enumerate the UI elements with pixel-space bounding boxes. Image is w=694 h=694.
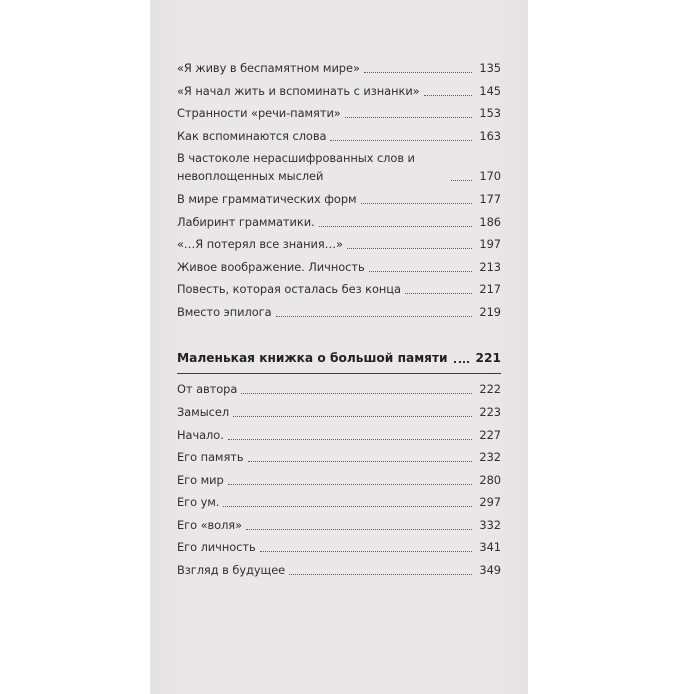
- toc-entry-title: Взгляд в будущее: [177, 563, 286, 578]
- dot-leader: [246, 527, 472, 530]
- toc-entry-page: 332: [479, 517, 501, 532]
- dot-leader: [233, 414, 472, 417]
- toc-entry-title: Его память: [177, 450, 244, 465]
- dot-leader: [361, 201, 472, 204]
- toc-entry-title: В мире грамматических форм: [177, 191, 357, 206]
- toc-entry: [177, 448, 501, 466]
- dot-leader: [330, 138, 472, 141]
- toc-entry-page: 222: [479, 382, 501, 397]
- toc-entry-page: 297: [479, 495, 501, 510]
- dot-leader: [451, 178, 472, 181]
- dot-leader: [454, 359, 469, 363]
- toc-entry: [177, 471, 501, 489]
- dot-leader: [345, 115, 472, 118]
- toc-entry-page: 153: [479, 106, 501, 121]
- toc-entry-title: Лабиринт грамматики.: [177, 214, 315, 229]
- toc-entry: [177, 213, 501, 231]
- dot-leader: [228, 437, 472, 440]
- toc-entry-title: От автора: [177, 382, 238, 397]
- dot-leader: [260, 549, 472, 552]
- toc-entry: [177, 561, 501, 579]
- toc-entry-page: 232: [479, 450, 501, 465]
- dot-leader: [228, 482, 472, 485]
- toc-entry-page: 217: [479, 282, 501, 297]
- dot-leader: [405, 291, 472, 294]
- section-heading: [177, 349, 501, 367]
- toc-entry-page: 135: [479, 61, 501, 75]
- dot-leader: [364, 70, 472, 73]
- toc-entry-page: 349: [479, 563, 501, 578]
- toc-entry: [177, 426, 501, 444]
- book-page: [150, 0, 528, 694]
- toc-entry-page: 177: [479, 191, 501, 206]
- toc-entry-title: «…Я потерял все знания…»: [177, 237, 343, 252]
- toc-entry-title: Повесть, которая осталась без конца: [177, 282, 401, 297]
- dot-leader: [319, 224, 472, 227]
- toc-entry: [177, 59, 501, 77]
- toc-entry-title: Как вспоминаются слова: [177, 128, 327, 143]
- toc-entry-page: 197: [479, 237, 501, 252]
- table-of-contents: [177, 59, 501, 584]
- toc-entry: [177, 235, 501, 253]
- toc-entry-title: Странности «речи-памяти»: [177, 106, 341, 121]
- toc-entry-title: «Я начал жить и вспоминать с изнанки»: [177, 83, 420, 98]
- toc-entry-title: Начало.: [177, 427, 224, 442]
- toc-entry: [177, 82, 501, 100]
- toc-entry: [177, 493, 501, 511]
- toc-entry-page: 280: [479, 472, 501, 487]
- toc-entry-page: 223: [479, 404, 501, 419]
- toc-entry-title: Вместо эпилога: [177, 304, 272, 319]
- toc-entry: [177, 403, 501, 421]
- toc-entry-title: Его личность: [177, 540, 256, 555]
- toc-entry-title: Его ум.: [177, 495, 220, 510]
- toc-entry: [177, 190, 501, 208]
- toc-entry-title: «Я живу в беспамятном мире»: [177, 61, 360, 75]
- toc-entry-page: 163: [479, 128, 501, 143]
- toc-entry: [177, 538, 501, 556]
- dot-leader: [241, 391, 472, 394]
- dot-leader: [248, 459, 473, 462]
- dot-leader: [276, 314, 472, 317]
- toc-entry: [177, 380, 501, 398]
- toc-entry-page: 341: [479, 540, 501, 555]
- toc-entry: [177, 104, 501, 122]
- toc-entry: [177, 516, 501, 534]
- dot-leader: [347, 246, 472, 249]
- toc-entry: [177, 280, 501, 298]
- dot-leader: [289, 572, 472, 575]
- toc-entry-page: 186: [479, 214, 501, 229]
- toc-entry: [177, 258, 501, 276]
- section-heading-page: 221: [475, 350, 501, 365]
- toc-entry-title: В частоколе нерасшифрованных слов и невоплощенных мыслей: [177, 151, 415, 184]
- section-divider: [177, 373, 501, 374]
- dot-leader: [223, 504, 472, 507]
- toc-entry: [177, 149, 501, 185]
- dot-leader: [424, 93, 472, 96]
- toc-entry-page: 219: [479, 304, 501, 319]
- toc-entry-page: 170: [479, 169, 501, 184]
- toc-entry: [177, 127, 501, 145]
- toc-entry: [177, 303, 501, 321]
- toc-entry-title: Его «воля»: [177, 517, 243, 532]
- toc-entry-title: Замысел: [177, 404, 230, 419]
- toc-entry-title: Живое воображение. Личность: [177, 259, 365, 274]
- dot-leader: [369, 269, 472, 272]
- toc-entry-title: Его мир: [177, 472, 224, 487]
- toc-entry-page: 213: [479, 259, 501, 274]
- toc-entry-page: 145: [479, 83, 501, 98]
- section-heading-title: Маленькая книжка о большой памяти: [177, 350, 448, 365]
- toc-entry-page: 227: [479, 427, 501, 442]
